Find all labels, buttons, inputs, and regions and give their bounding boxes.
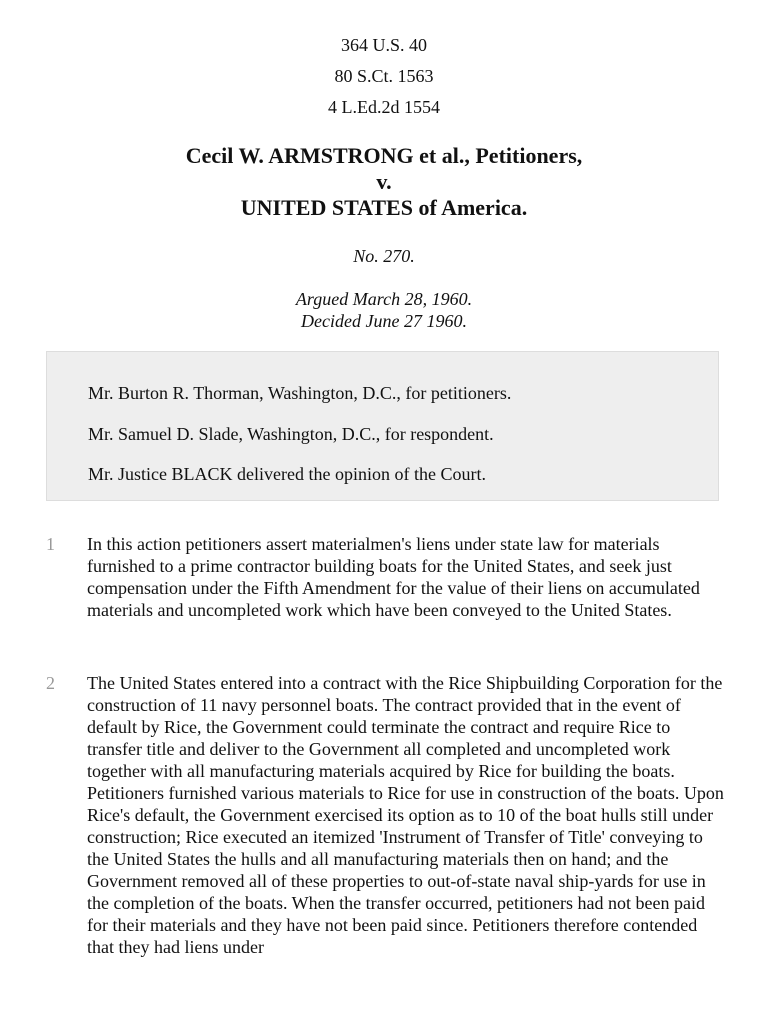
respondent-name: UNITED STATES of America. [240, 195, 528, 220]
decided-date: Decided June 27 1960. [301, 311, 467, 331]
case-dates [0, 288, 768, 332]
counsel-box [46, 351, 719, 501]
versus-label: v. [376, 169, 392, 194]
petitioner-name: Cecil W. ARMSTRONG et al., Petitioners, [185, 143, 583, 168]
argued-date: Argued March 28, 1960. [295, 289, 473, 309]
paragraph-number: 2 [46, 673, 55, 693]
paragraph-text: The United States entered into a contract with the Rice Shipbuilding Corporation for the construction of 11 navy personnel boats. The contract provided that in the event of default by Rice, the Government could terminate the contract and require Rice to transfer title and deliver to the Government all completed and uncompleted work together with all manufacturing materials acquired by Rice for building the boats. Petitioners furnished various materials to Rice for use in construction of the boats. Upon Rice's default, the Government exercised its option as to 10 of the boat hulls still under construction; Rice executed an itemized 'Instrument of Transfer of Title' conveying to the United States the hulls and all manufacturing materials then on hand; and the Government removed all of these properties to out-of-state naval ship-yards for use in the completion of the boats. When the transfer occurred, petitioners had not been paid for their materials and they have not been paid since. Petitioners therefore contended that they had liens under [87, 673, 724, 957]
counsel-petitioners: Mr. Burton R. Thorman, Washington, D.C., for petitioners. [88, 383, 512, 403]
paragraph-number: 1 [46, 534, 55, 554]
citations [0, 32, 768, 125]
opinion-author: Mr. Justice BLACK delivered the opinion of the Court. [88, 464, 486, 484]
citation-us-reports: 364 U.S. 40 [340, 35, 427, 55]
case-title [0, 143, 768, 221]
citation-lawyers-edition: 4 L.Ed.2d 1554 [328, 97, 440, 117]
citation-supreme-court-reporter: 80 S.Ct. 1563 [334, 66, 434, 86]
counsel-respondent: Mr. Samuel D. Slade, Washington, D.C., for respondent. [88, 424, 494, 444]
docket-number: No. 270. [353, 246, 415, 266]
paragraph-text: In this action petitioners assert materialmen's liens under state law for materials furnished to a prime contractor building boats for the United States, and seek just compensation under the Fifth Amendment for the value of their liens on accumulated materials and uncompleted work which have been conveyed to the United States. [87, 534, 700, 620]
